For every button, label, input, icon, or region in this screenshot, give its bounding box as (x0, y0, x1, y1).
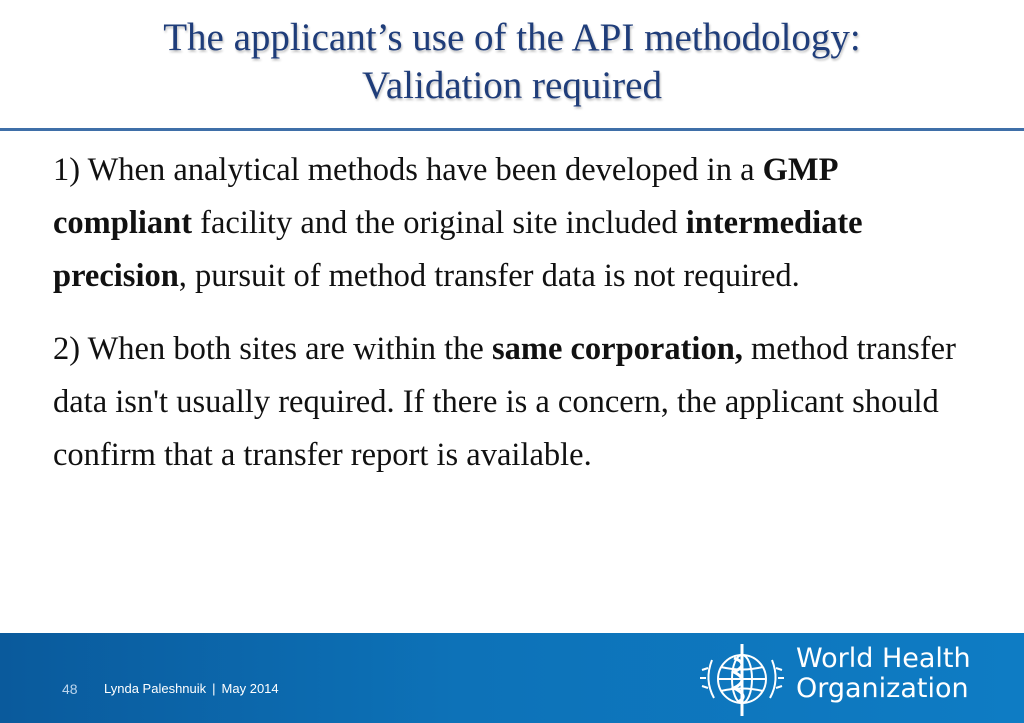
bold-intermediate-precision: intermediate precision (53, 205, 863, 294)
paragraph-1 (53, 144, 968, 303)
footer-separator: | (212, 681, 216, 696)
bold-gmp-compliant: GMP compliant (53, 152, 837, 241)
slide-title-line-1: The applicant’s use of the API methodology: (163, 16, 861, 59)
page-number: 48 (62, 681, 78, 697)
bold-same-corporation: same corporation, (491, 331, 743, 367)
paragraph-1-text-c: facility and the original site included (192, 205, 686, 241)
organization-name-line-1: World Health (796, 643, 971, 674)
paragraph-1-text-a: 1) When analytical methods have been developed in a (53, 152, 763, 188)
paragraph-1-text-d: , pursuit of method transfer data is not required. (178, 258, 800, 294)
organization-name (796, 644, 971, 704)
slide-title (0, 14, 1024, 110)
footer-credit (104, 681, 279, 696)
slide-body (53, 144, 968, 482)
paragraph-2-text-a: 2) When both sites are within the (53, 331, 492, 367)
paragraph-2-text-c: method transfer data isn't usually required. If there is a concern, the applicant should confirm that a transfer report is available. (53, 331, 956, 473)
who-emblem-icon (694, 638, 790, 720)
presentation-date: May 2014 (221, 681, 279, 696)
slide-title-line-2: Validation required (362, 64, 662, 107)
paragraph-2 (53, 323, 968, 482)
author-name: Lynda Paleshnuik (104, 681, 207, 696)
title-divider (0, 128, 1024, 131)
organization-name-line-2: Organization (796, 673, 969, 704)
